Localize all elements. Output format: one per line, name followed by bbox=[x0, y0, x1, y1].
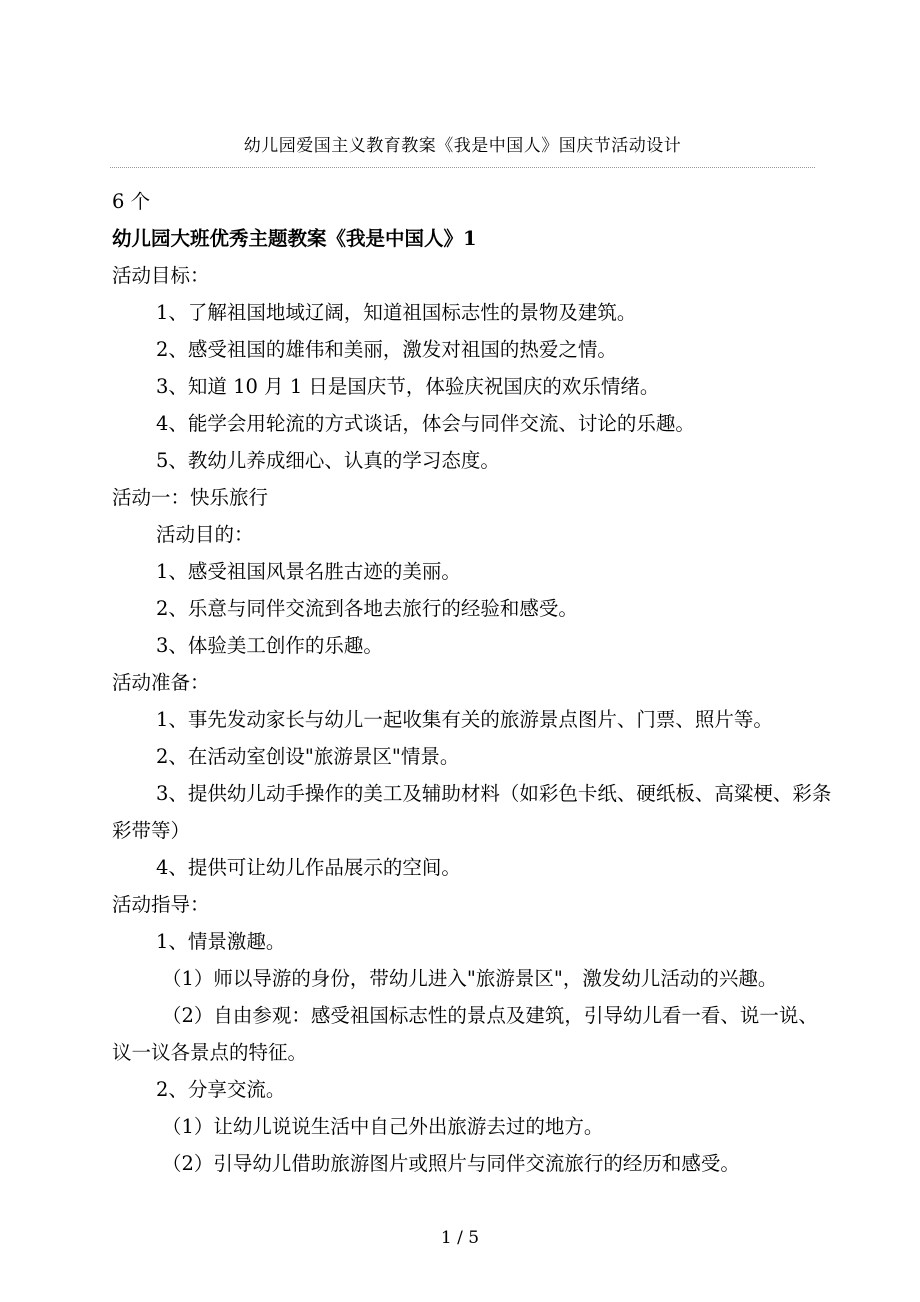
prep-item: 1、事先发动家长与幼儿一起收集有关的旅游景点图片、门票、照片等。 bbox=[156, 708, 773, 731]
goal-item: 1、了解祖国地域辽阔，知道祖国标志性的景物及建筑。 bbox=[156, 301, 637, 324]
document-body bbox=[112, 183, 834, 1182]
header-divider bbox=[110, 167, 815, 168]
lesson-heading: 幼儿园大班优秀主题教案《我是中国人》1 bbox=[112, 227, 477, 250]
guide-substep: （2）引导幼儿借助旅游图片或照片与同伴交流旅行的经历和感受。 bbox=[162, 1152, 740, 1175]
goal-item: 3、知道 10 月 1 日是国庆节，体验庆祝国庆的欢乐情绪。 bbox=[156, 375, 660, 398]
prep-item: 3、提供幼儿动手操作的美工及辅助材料（如彩色卡纸、硬纸板、高粱梗、彩条彩带等） bbox=[112, 782, 832, 842]
goal-item: 5、教幼儿养成细心、认真的学习态度。 bbox=[156, 449, 500, 472]
guide-label: 活动指导： bbox=[112, 893, 210, 916]
goals-label: 活动目标： bbox=[112, 264, 210, 287]
purpose-item: 1、感受祖国风景名胜古迹的美丽。 bbox=[156, 560, 461, 583]
prep-label: 活动准备： bbox=[112, 671, 210, 694]
guide-step: 1、情景激趣。 bbox=[156, 930, 286, 953]
guide-step: 2、分享交流。 bbox=[156, 1078, 286, 1101]
guide-substep: （1）师以导游的身份，带幼儿进入"旅游景区"，激发幼儿活动的兴趣。 bbox=[162, 967, 778, 990]
prep-item: 2、在活动室创设"旅游景区"情景。 bbox=[156, 745, 460, 768]
purpose-item: 2、乐意与同伴交流到各地去旅行的经验和感受。 bbox=[156, 597, 578, 620]
page-number: 1 / 5 bbox=[440, 1228, 480, 1248]
activity1-label: 活动一：快乐旅行 bbox=[112, 486, 269, 509]
purpose-label: 活动目的： bbox=[156, 523, 254, 546]
document-header-title: 幼儿园爱国主义教育教案《我是中国人》国庆节活动设计 bbox=[243, 136, 682, 156]
guide-substep: （1）让幼儿说说生活中自己外出旅游去过的地方。 bbox=[162, 1115, 604, 1138]
purpose-item: 3、体验美工创作的乐趣。 bbox=[156, 634, 383, 657]
goal-item: 2、感受祖国的雄伟和美丽，激发对祖国的热爱之情。 bbox=[156, 338, 617, 361]
goal-item: 4、能学会用轮流的方式谈话，体会与同伴交流、讨论的乐趣。 bbox=[156, 412, 695, 435]
count-line: 6 个 bbox=[112, 190, 151, 213]
guide-substep: （2）自由参观：感受祖国标志性的景点及建筑，引导幼儿看一看、说一说、议一议各景点的特征。 bbox=[112, 1004, 818, 1064]
prep-item: 4、提供可让幼儿作品展示的空间。 bbox=[156, 856, 461, 879]
